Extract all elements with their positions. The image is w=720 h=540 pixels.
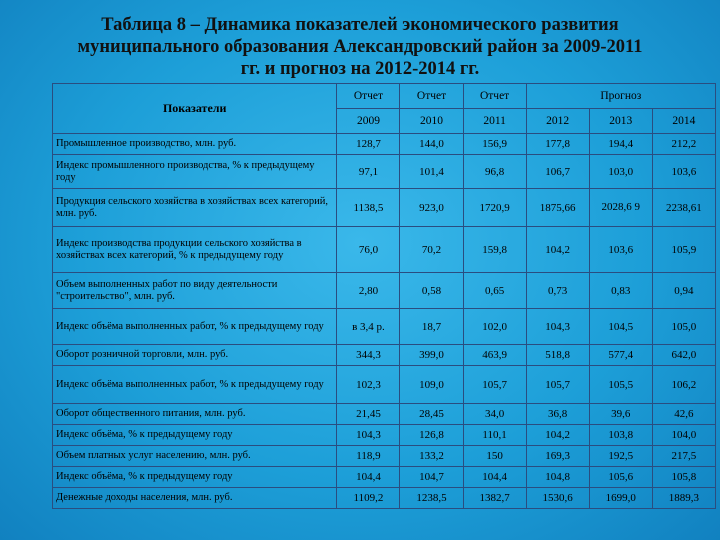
row-value: 518,8 — [526, 345, 589, 366]
row-value: 399,0 — [400, 345, 463, 366]
indicators-table — [52, 83, 716, 509]
row-value: 104,8 — [526, 467, 589, 488]
row-value: 177,8 — [526, 134, 589, 155]
table-row — [53, 155, 716, 189]
row-value: 1382,7 — [463, 488, 526, 509]
row-value: 105,6 — [589, 467, 652, 488]
row-value: 192,5 — [589, 446, 652, 467]
row-value: 1109,2 — [337, 488, 400, 509]
row-value: 76,0 — [337, 227, 400, 273]
row-value: 2,80 — [337, 273, 400, 309]
row-value: 109,0 — [400, 366, 463, 404]
row-value: 96,8 — [463, 155, 526, 189]
row-value: 97,1 — [337, 155, 400, 189]
row-value: 42,6 — [652, 404, 715, 425]
row-label: Индекс объёма, % к предыдущему году — [53, 467, 337, 488]
row-value: 110,1 — [463, 425, 526, 446]
row-value: 103,6 — [652, 155, 715, 189]
row-value: 28,45 — [400, 404, 463, 425]
row-value: 101,4 — [400, 155, 463, 189]
row-value: в 3,4 р. — [337, 309, 400, 345]
row-label: Объем платных услуг населению, млн. руб. — [53, 446, 337, 467]
table-row — [53, 467, 716, 488]
row-value: 39,6 — [589, 404, 652, 425]
header-year: 2010 — [400, 109, 463, 134]
row-value: 1238,5 — [400, 488, 463, 509]
row-value: 126,8 — [400, 425, 463, 446]
row-value: 0,73 — [526, 273, 589, 309]
row-value: 34,0 — [463, 404, 526, 425]
row-value: 217,5 — [652, 446, 715, 467]
header-year: 2014 — [652, 109, 715, 134]
table-row — [53, 446, 716, 467]
row-value: 104,2 — [526, 227, 589, 273]
row-value: 106,7 — [526, 155, 589, 189]
row-label: Промышленное производство, млн. руб. — [53, 134, 337, 155]
row-label: Индекс промышленного производства, % к предыдущему году — [53, 155, 337, 189]
row-label: Оборот общественного питания, млн. руб. — [53, 404, 337, 425]
row-value: 344,3 — [337, 345, 400, 366]
row-value: 104,4 — [463, 467, 526, 488]
row-value: 2028,6 9 — [589, 189, 652, 227]
row-label: Индекс производства продукции сельского хозяйства в хозяйствах всех категорий, % к предыдущему году — [53, 227, 337, 273]
row-value: 104,2 — [526, 425, 589, 446]
table-row — [53, 134, 716, 155]
row-value: 2238,61 — [652, 189, 715, 227]
row-value: 169,3 — [526, 446, 589, 467]
row-label: Денежные доходы населения, млн. руб. — [53, 488, 337, 509]
row-value: 212,2 — [652, 134, 715, 155]
row-value: 156,9 — [463, 134, 526, 155]
row-value: 70,2 — [400, 227, 463, 273]
row-value: 104,3 — [526, 309, 589, 345]
row-value: 1138,5 — [337, 189, 400, 227]
row-value: 159,8 — [463, 227, 526, 273]
table-row — [53, 488, 716, 509]
row-value: 36,8 — [526, 404, 589, 425]
row-label: Продукция сельского хозяйства в хозяйствах всех категорий, млн. руб. — [53, 189, 337, 227]
table-row — [53, 227, 716, 273]
row-value: 1699,0 — [589, 488, 652, 509]
row-value: 1875,66 — [526, 189, 589, 227]
row-value: 128,7 — [337, 134, 400, 155]
row-value: 105,7 — [463, 366, 526, 404]
header-year: 2013 — [589, 109, 652, 134]
row-value: 150 — [463, 446, 526, 467]
row-value: 194,4 — [589, 134, 652, 155]
row-label: Объем выполненных работ по виду деятельности "строительство", млн. руб. — [53, 273, 337, 309]
row-value: 104,0 — [652, 425, 715, 446]
row-value: 102,0 — [463, 309, 526, 345]
row-value: 463,9 — [463, 345, 526, 366]
table-row — [53, 366, 716, 404]
row-value: 0,65 — [463, 273, 526, 309]
header-report-2010: Отчет — [400, 84, 463, 109]
header-year: 2011 — [463, 109, 526, 134]
row-value: 104,4 — [337, 467, 400, 488]
header-report-2011: Отчет — [463, 84, 526, 109]
table-title — [30, 14, 690, 80]
row-value: 0,58 — [400, 273, 463, 309]
row-value: 102,3 — [337, 366, 400, 404]
header-forecast: Прогноз — [526, 84, 715, 109]
table-row — [53, 425, 716, 446]
row-value: 21,45 — [337, 404, 400, 425]
row-label: Индекс объёма выполненных работ, % к предыдущему году — [53, 309, 337, 345]
row-value: 577,4 — [589, 345, 652, 366]
row-value: 1530,6 — [526, 488, 589, 509]
row-value: 118,9 — [337, 446, 400, 467]
row-value: 144,0 — [400, 134, 463, 155]
row-value: 105,8 — [652, 467, 715, 488]
row-value: 104,7 — [400, 467, 463, 488]
row-value: 103,0 — [589, 155, 652, 189]
row-value: 0,94 — [652, 273, 715, 309]
table-row — [53, 273, 716, 309]
row-value: 103,8 — [589, 425, 652, 446]
row-label: Индекс объёма, % к предыдущему году — [53, 425, 337, 446]
title-line-3: гг. и прогноз на 2012-2014 гг. — [240, 59, 480, 79]
header-indicators: Показатели — [53, 84, 337, 134]
row-value: 106,2 — [652, 366, 715, 404]
header-year: 2012 — [526, 109, 589, 134]
row-value: 0,83 — [589, 273, 652, 309]
row-label: Индекс объёма выполненных работ, % к предыдущему году — [53, 366, 337, 404]
row-value: 105,9 — [652, 227, 715, 273]
header-year: 2009 — [337, 109, 400, 134]
table-row — [53, 309, 716, 345]
row-value: 18,7 — [400, 309, 463, 345]
row-value: 104,3 — [337, 425, 400, 446]
row-value: 1720,9 — [463, 189, 526, 227]
row-value: 642,0 — [652, 345, 715, 366]
row-value: 133,2 — [400, 446, 463, 467]
row-value: 1889,3 — [652, 488, 715, 509]
row-value: 105,0 — [652, 309, 715, 345]
title-line-2: муниципального образования Александровский район за 2009-2011 — [77, 37, 643, 57]
row-value: 105,5 — [589, 366, 652, 404]
row-value: 104,5 — [589, 309, 652, 345]
row-label: Оборот розничной торговли, млн. руб. — [53, 345, 337, 366]
table-row — [53, 345, 716, 366]
table-row — [53, 404, 716, 425]
header-report-2009: Отчет — [337, 84, 400, 109]
table-row — [53, 189, 716, 227]
row-value: 105,7 — [526, 366, 589, 404]
row-value: 103,6 — [589, 227, 652, 273]
title-line-1: Таблица 8 – Динамика показателей экономического развития — [101, 15, 619, 35]
row-value: 923,0 — [400, 189, 463, 227]
